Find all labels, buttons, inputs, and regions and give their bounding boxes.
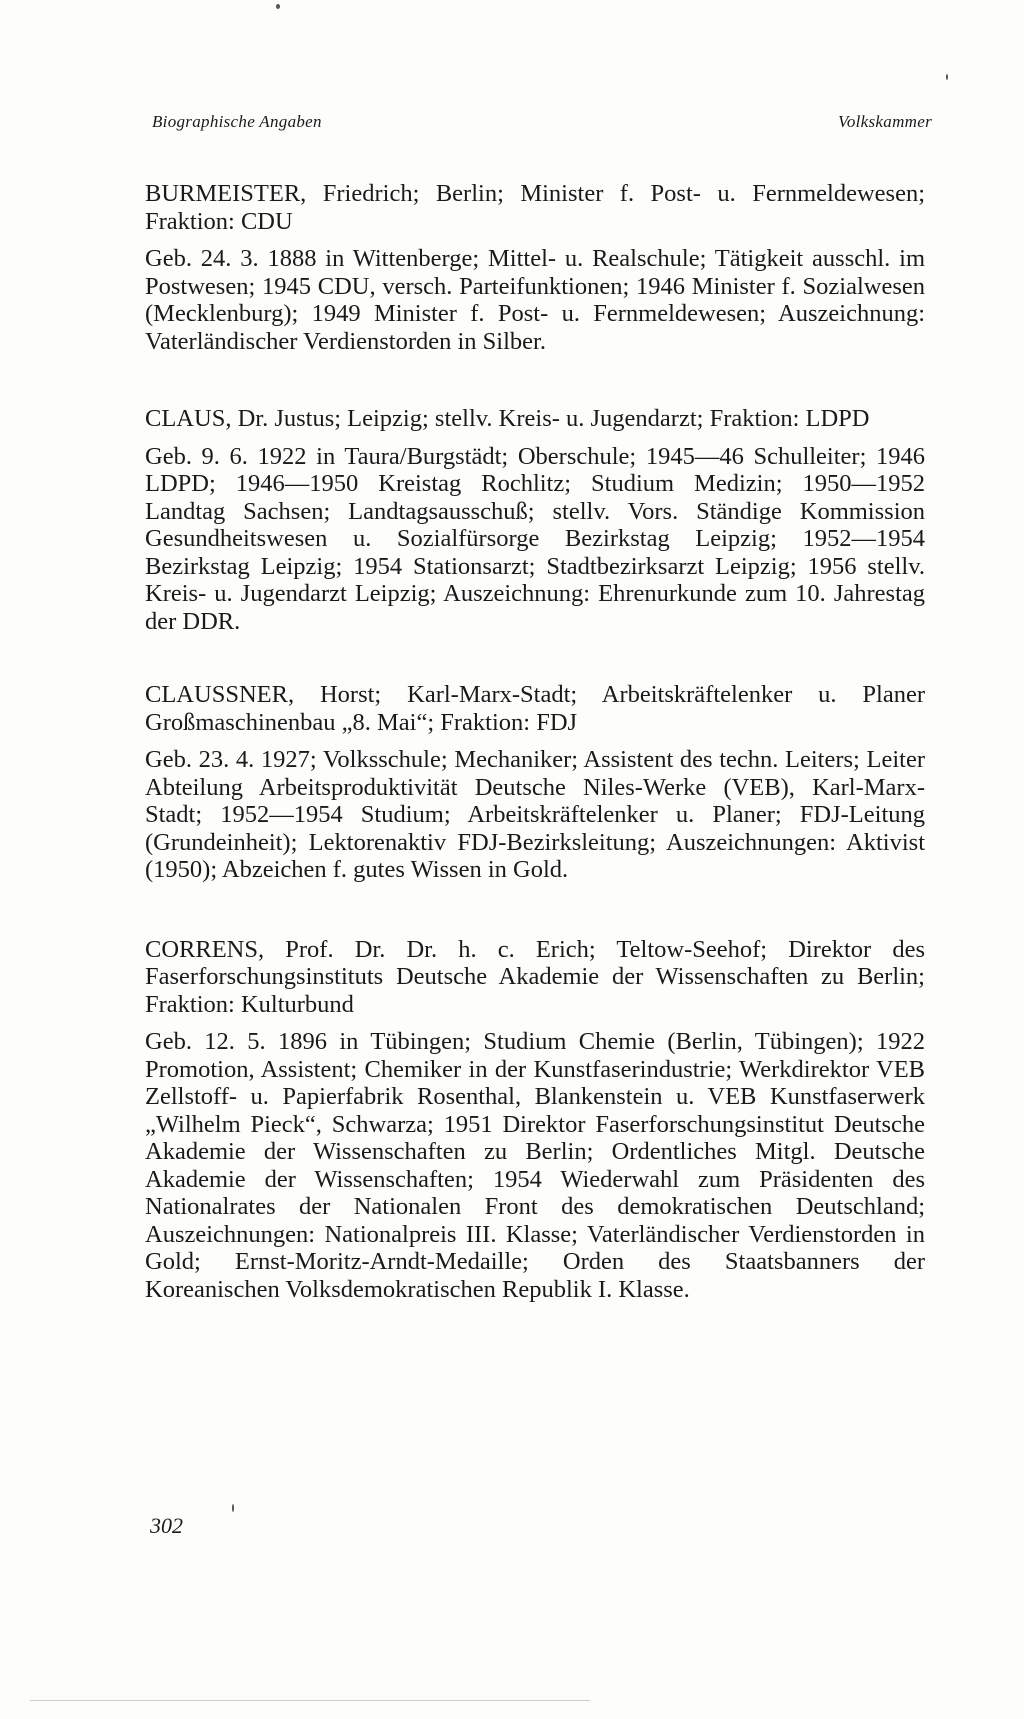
biography-entry bbox=[145, 405, 925, 635]
scan-edge-line bbox=[30, 1700, 590, 1701]
running-header bbox=[152, 112, 932, 132]
entry-text: Geb. 23. 4. 1927; Volksschule; Mechaniker; Assistent des techn. Leiters; Leiter Abteilung Arbeitsproduktivität Deutsche Niles-Werke (VEB), Karl-Marx-Stadt; 1952—1954 Studium; Arbeitskräftelenker u. Planer; FDJ-Leitung (Grundeinheit); Lektorenaktiv FDJ-Bezirksleitung; Auszeichnungen: Aktivist (1950); Abzeichen f. gutes Wissen in Gold. bbox=[145, 746, 925, 883]
biography-entry bbox=[145, 681, 925, 884]
entry-heading: CLAUSSNER, Horst; Karl-Marx-Stadt; Arbeitskräftelenker u. Planer Großmaschinenbau „8. Mai“; Fraktion: FDJ bbox=[145, 681, 925, 736]
page-number: 302 bbox=[150, 1513, 183, 1538]
biography-entry bbox=[145, 936, 925, 1304]
biography-entry bbox=[145, 180, 925, 355]
entry-list bbox=[145, 180, 925, 1303]
entry-text: Geb. 24. 3. 1888 in Wittenberge; Mittel- u. Realschule; Tätigkeit ausschl. im Postwesen; 1945 CDU, versch. Parteifunktionen; 1946 Minister f. Sozialwesen (Mecklenburg); 1949 Minister f. Post- u. Fernmeldewesen; Auszeichnung: Vaterländischer Verdienstorden in Silber. bbox=[145, 245, 925, 355]
header-left: Biographische Angaben bbox=[152, 112, 322, 131]
entry-heading: CORRENS, Prof. Dr. Dr. h. c. Erich; Teltow-Seehof; Direktor des Faserforschungsinstituts Deutsche Akademie der Wissenschaften zu Berlin; Fraktion: Kulturbund bbox=[145, 935, 925, 1018]
scan-speck bbox=[232, 1504, 234, 1512]
entry-text: Geb. 9. 6. 1922 in Taura/Burgstädt; Oberschule; 1945—46 Schulleiter; 1946 LDPD; 1946—1950 Kreistag Rochlitz; Studium Medizin; 1950—1952 Landtag Sachsen; Landtagsausschuß; stellv. Vors. Ständige Kommission Gesundheitswesen u. Sozialfürsorge Bezirkstag Leipzig; 1952—1954 Bezirkstag Leipzig; 1954 Stationsarzt; Stadtbezirksarzt Leipzig; 1956 stellv. Kreis- u. Jugendarzt Leipzig; Auszeichnung: Ehrenurkunde zum 10. Jahrestag der DDR. bbox=[145, 442, 925, 635]
entry-heading: BURMEISTER, Friedrich; Berlin; Minister f. Post- u. Fernmeldewesen; Fraktion: CDU bbox=[145, 180, 925, 235]
scan-speck bbox=[276, 4, 280, 9]
scan-speck bbox=[946, 74, 948, 80]
header-right: Volkskammer bbox=[838, 112, 932, 131]
entry-heading: CLAUS, Dr. Justus; Leipzig; stellv. Kreis- u. Jugendarzt; Fraktion: LDPD bbox=[145, 405, 870, 432]
entry-text: Geb. 12. 5. 1896 in Tübingen; Studium Chemie (Berlin, Tübingen); 1922 Promotion, Assistent; Chemiker in der Kunstfaserindustrie; Werkdirektor VEB Zellstoff- u. Papierfabrik Rosenthal, Blankenstein u. VEB Kunstfaserwerk „Wilhelm Pieck“, Schwarza; 1951 Direktor Faserforschungsinstitut Deutsche Akademie der Wissenschaften zu Berlin; Ordentliches Mitgl. Deutsche Akademie der Wissenschaften; 1954 Wiederwahl zum Präsidenten des Nationalrates der Nationalen Front des demokratischen Deutschland; Auszeichnungen: Nationalpreis III. Klasse; Vaterländischer Verdienstorden in Gold; Ernst-Moritz-Arndt-Medaille; Orden des Staatsbanners der Koreanischen Volksdemokratischen Republik I. Klasse. bbox=[145, 1028, 925, 1303]
